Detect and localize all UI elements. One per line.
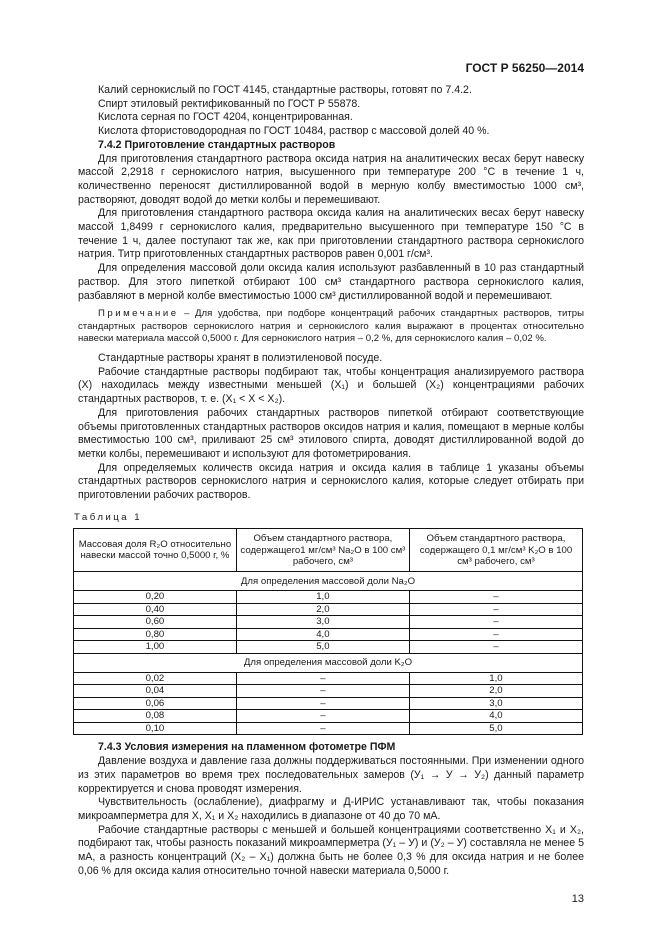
column-header: Массовая доля R₂O относительно навески массой точно 0,5000 г, % [74, 529, 237, 572]
data-table [73, 528, 583, 735]
intro-line: Калий сернокислый по ГОСТ 4145, стандартные растворы, готовят по 7.4.2. [98, 84, 472, 96]
table-cell: 2,0 [236, 603, 409, 616]
group-title: Для определения массовой доли K₂O [74, 653, 583, 672]
table-row [74, 591, 583, 604]
table-cell: 0,04 [74, 685, 237, 698]
table-group-row [74, 653, 583, 672]
table-row [74, 603, 583, 616]
paragraph: Стандартные растворы хранят в полиэтиленовой посуде. [98, 352, 383, 365]
table-cell: 5,0 [236, 641, 409, 654]
group-title: Для определения массовой доли Na₂O [74, 572, 583, 591]
table-cell: 0,60 [74, 616, 237, 629]
column-header: Объем стандартного раствора, содержащего 0,1 мг/см³ K₂O в 100 см³ рабочего, см³ [409, 529, 582, 572]
table-cell: 4,0 [236, 628, 409, 641]
table-cell: 0,06 [74, 697, 237, 710]
table-cell: 0,20 [74, 591, 237, 604]
table-row [74, 641, 583, 654]
table-row [74, 722, 583, 735]
section-heading: 7.4.2 Приготовление стандартных растворов [98, 138, 336, 151]
table-cell: – [409, 591, 582, 604]
table-row [74, 685, 583, 698]
page-number: 13 [571, 892, 584, 905]
table-caption: Таблица 1 [74, 511, 143, 523]
table-cell: 4,0 [409, 710, 582, 723]
section-heading: 7.4.3 Условия измерения на пламенном фотометре ПФМ [98, 741, 396, 754]
intro-line: Кислота фтористоводородная по ГОСТ 10484, раствор с массовой долей 40 %. [98, 125, 490, 138]
document-header: ГОСТ Р 56250—2014 [465, 61, 584, 75]
table-group-row [74, 572, 583, 591]
column-header: Объем стандартного раствора, содержащего1 мг/см³ Na₂O в 100 см³ рабочего, см³ [236, 529, 409, 572]
table-row [74, 710, 583, 723]
table-cell: 1,0 [409, 672, 582, 685]
table-cell: – [409, 603, 582, 616]
paragraph: Для определяемых количеств оксида натрия и оксида калия в таблице 1 указаны объемы стандартных растворов сернокислого натрия и сернокислого калия, которые следует отбирать при приготовлении рабочих растворов. [78, 461, 584, 502]
table-cell: 3,0 [409, 697, 582, 710]
table-cell: – [409, 641, 582, 654]
table-cell: – [236, 697, 409, 710]
paragraph: Чувствительность (ослабление), диафрагму и Д-ИРИС устанавливают так, чтобы показания микроамперметра для X, X₁ и X₂ находились в диапазоне от 40 до 70 мА. [78, 796, 584, 822]
table-cell: – [236, 672, 409, 685]
paragraph: Давление воздуха и давление газа должны поддерживаться постоянными. При изменении одного из этих параметров во время трех последовательных замеров (У₁ → У → У₂) данный параметр корректируется и снова проводят измерения. [78, 755, 584, 795]
paragraph: Рабочие стандартные растворы подбирают так, чтобы концентрация анализируемого раствора (X) находилась между известными меньшей (X₁) и большей (X₂) концентрациями рабочих стандартных растворов, т. е. (X₁ < X < X₂). [78, 365, 584, 406]
table-cell: 1,0 [236, 591, 409, 604]
note [78, 308, 584, 346]
table-cell: 0,10 [74, 722, 237, 735]
table-cell: 0,08 [74, 710, 237, 723]
note-text: – Для удобства, при подборе концентраций рабочих стандартных растворов, титры стандартных растворов сернокислого натрия и сернокислого калия выражают в процентах относительно навески материала массой 0,5000 г. Для сернокислого натрия – 0,2 %, для сернокислого калия – 0,02 %. [78, 308, 584, 345]
table-row [74, 616, 583, 629]
table-cell: 0,80 [74, 628, 237, 641]
table-row [74, 672, 583, 685]
table-cell: – [409, 616, 582, 629]
table-header-row [74, 529, 583, 572]
note-label: Примечание [98, 308, 179, 320]
intro-line: Спирт этиловый ректификованный по ГОСТ Р 55878. [98, 97, 361, 110]
paragraph: Рабочие стандартные растворы с меньшей и большей концентрациями соответственно X₁ и X₂, подбирают так, чтобы разность показаний микроамперметра (У₁ – У) и (У₂ – У) составляла не менее 5 мА, а разность концентраций (X₂ – X₁) должна быть не более 0,3 % для оксида натрия и не более 0,06 % для оксида калия относительно точной навески материала 0,5000 г. [78, 823, 584, 877]
page-content [74, 84, 584, 879]
table-cell: 2,0 [409, 685, 582, 698]
table-row [74, 628, 583, 641]
table-cell: – [236, 710, 409, 723]
table-cell: – [236, 685, 409, 698]
paragraph: Для определения массовой доли оксида калия используют разбавленный в 10 раз стандартный раствор. Для этого пипеткой отбирают 100 см³ стандартного раствора сернокислого калия, разбавляют в мерной колбе вместимостью 1000 см³ дистиллированной водой и перемешивают. [78, 262, 584, 302]
table-cell: 0,40 [74, 603, 237, 616]
paragraph: Для приготовления стандартного раствора оксида натрия на аналитических весах берут навеску массой 2,2918 г сернокислого натрия, высушенного при температуре 200 °С в течение 1 ч, количественно переносят дистиллированной водой в мерную колбу вместимостью 1000 см³, растворяют, доводят водой до метки колбы и перемешивают. [78, 152, 584, 206]
intro-line: Кислота серная по ГОСТ 4204, концентрированная. [98, 111, 353, 124]
paragraph: Для приготовления стандартного раствора оксида калия на аналитических весах берут навеску массой 1,8499 г сернокислого калия, предварительно высушенного при температуре 150 °С в течение 1 ч, далее поступают так же, как при приготовлении стандартного раствора сернокислого натрия. Титр приготовленных стандартных растворов равен 0,001 г/см³. [78, 207, 584, 261]
table-cell: 3,0 [236, 616, 409, 629]
paragraph: Для приготовления рабочих стандартных растворов пипеткой отбирают соответствующие объемы приготовленных стандартных растворов оксидов натрия и калия, помещают в мерные колбы вместимостью 100 см³, приливают 25 см³ этилового спирта, доводят дистиллированной водой до метки колбы, перемешивают и используют для фотометрирования. [78, 406, 584, 460]
table-cell: – [409, 628, 582, 641]
table-row [74, 697, 583, 710]
table-cell: 5,0 [409, 722, 582, 735]
table-cell: 1,00 [74, 641, 237, 654]
table-cell: 0,02 [74, 672, 237, 685]
table-body [74, 572, 583, 735]
table-cell: – [236, 722, 409, 735]
